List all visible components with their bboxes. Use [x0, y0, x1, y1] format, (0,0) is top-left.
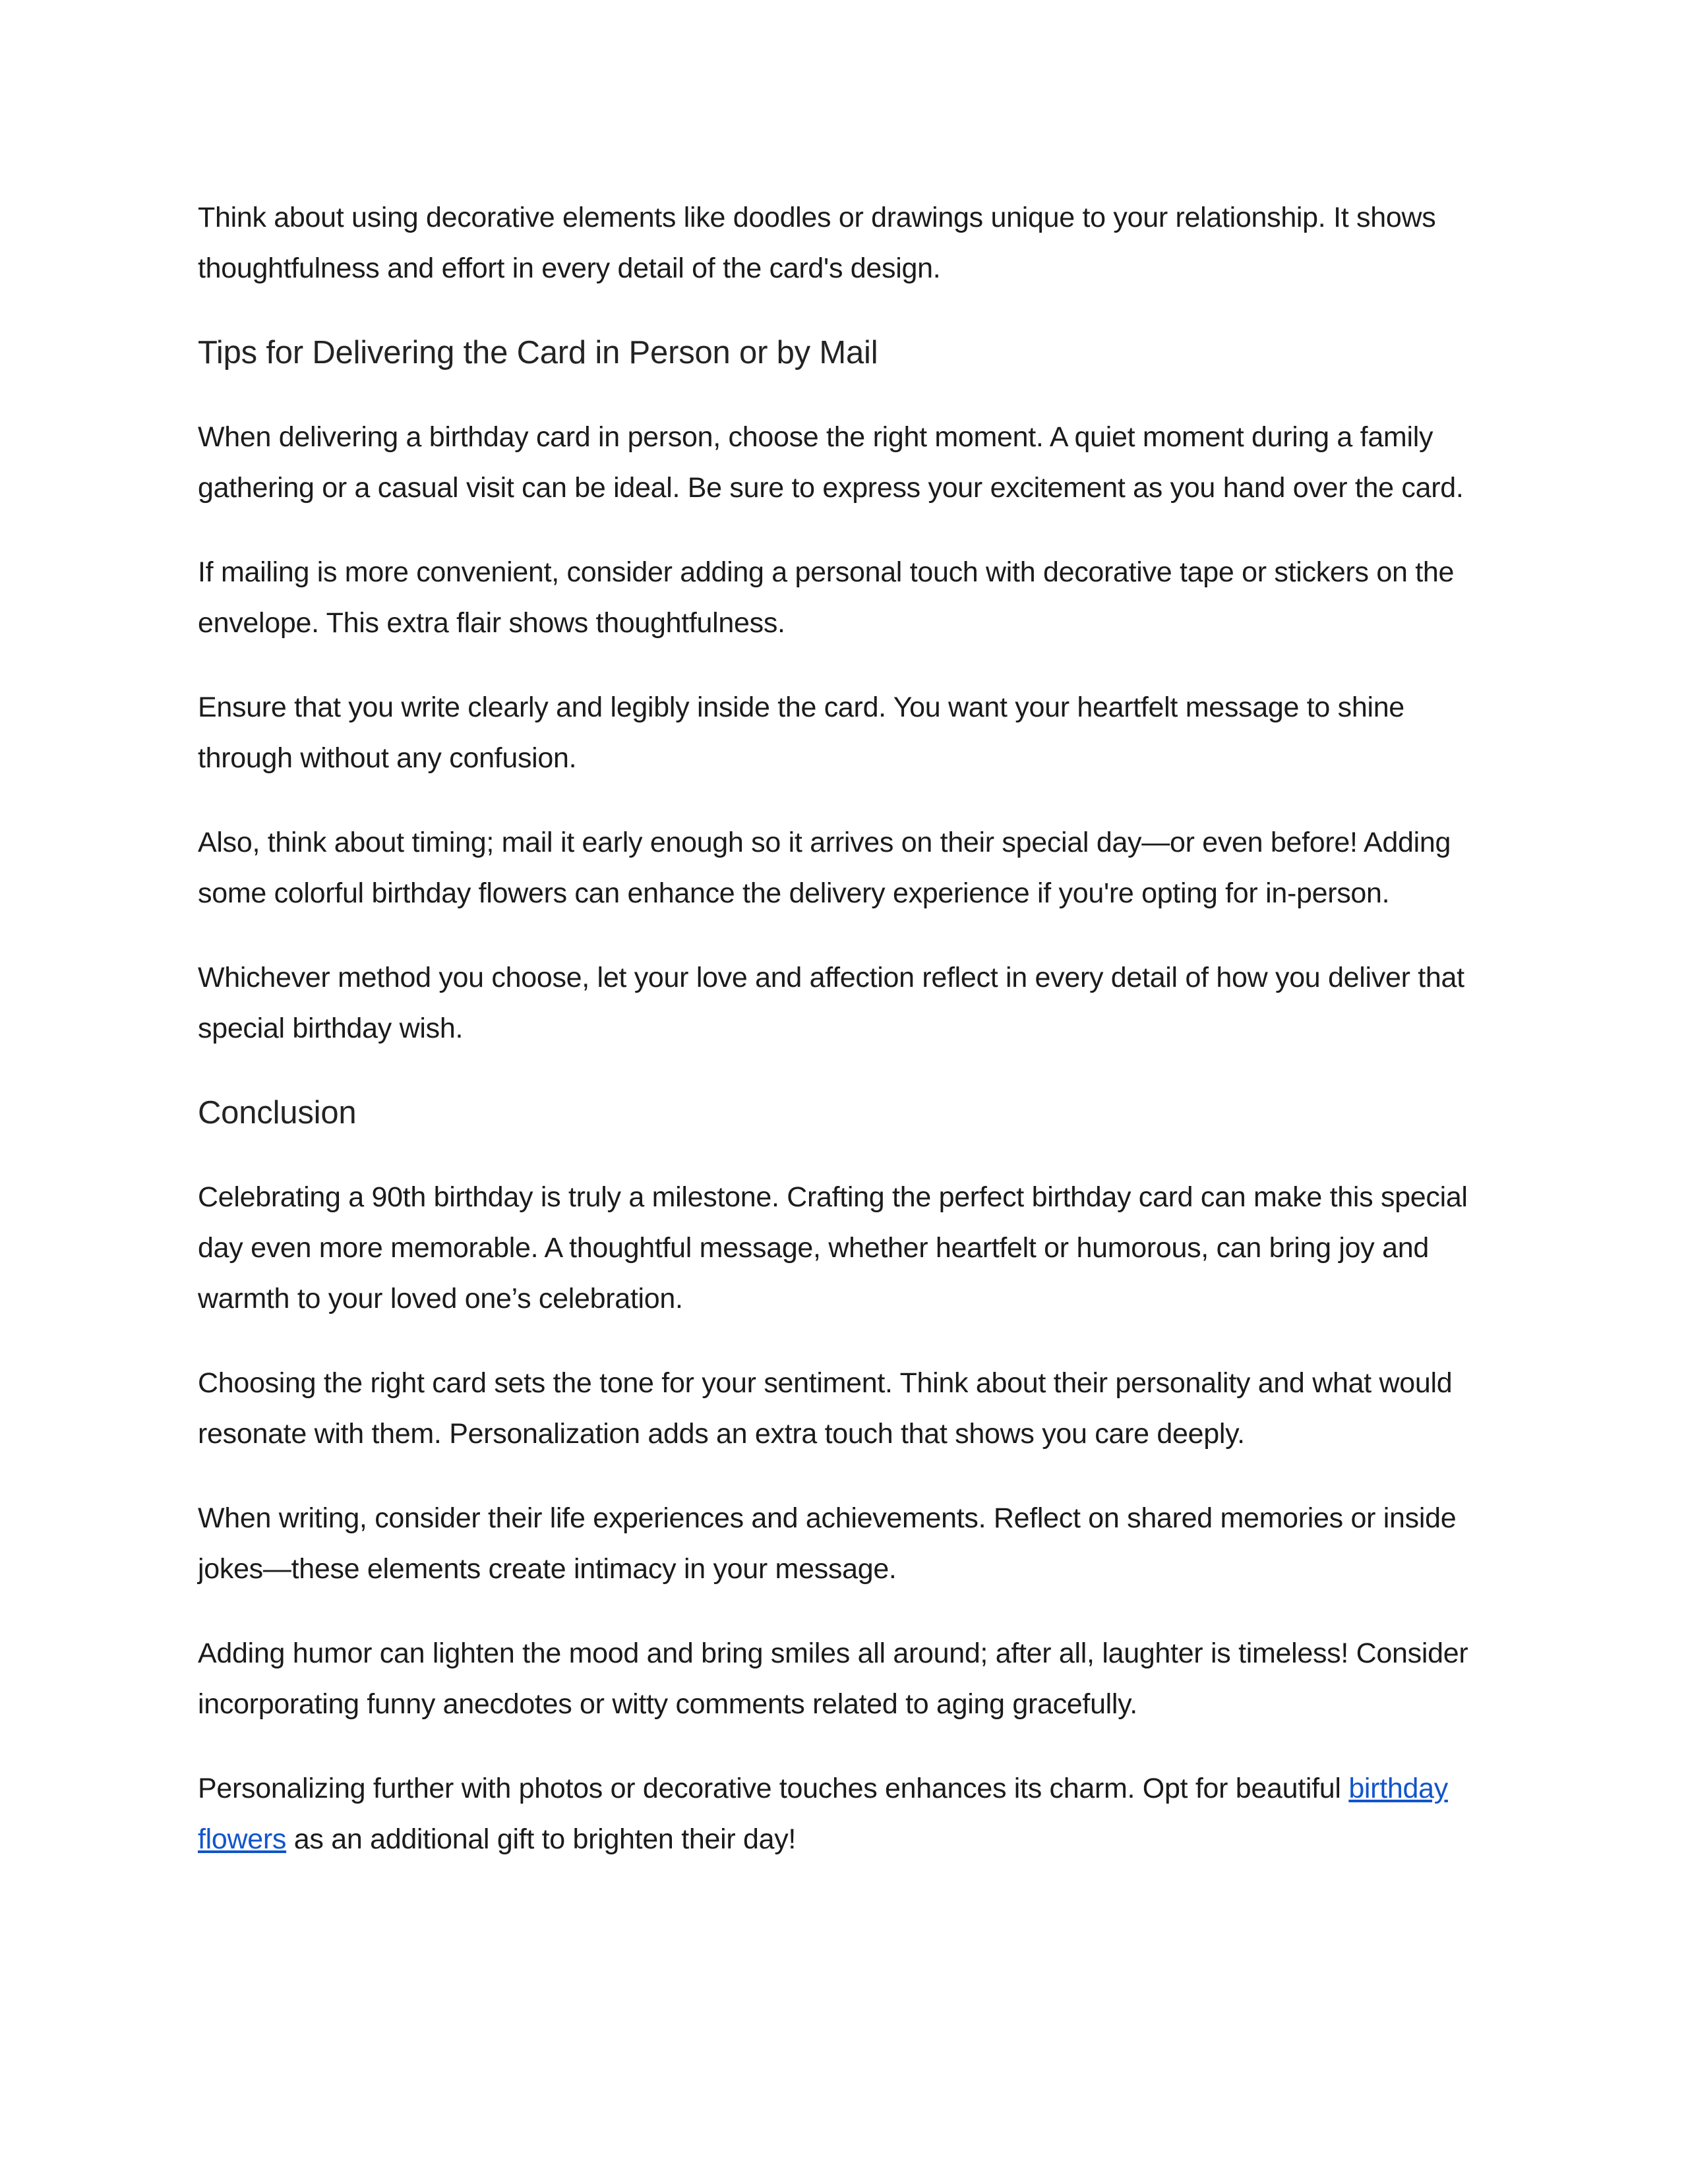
conclusion-heading: Conclusion — [198, 1095, 357, 1131]
delivery-paragraph-2: If mailing is more convenient, consider adding a personal touch with decorative tape or stickers on the envelope. This extra flair shows thoughtfulness. — [198, 556, 1455, 639]
delivery-paragraph-5: Whichever method you choose, let your love and affection reflect in every detail of how you deliver that special birthday wish. — [198, 962, 1464, 1044]
conclusion-paragraph-5 — [198, 1763, 1490, 1865]
conclusion-paragraph-5-after: as an additional gift to brighten their day! — [286, 1823, 797, 1855]
delivery-heading: Tips for Delivering the Card in Person or by Mail — [198, 335, 878, 370]
delivery-paragraph-3: Ensure that you write clearly and legibly inside the card. You want your heartfelt message to shine through without any confusion. — [198, 692, 1404, 774]
delivery-paragraph-1: When delivering a birthday card in person, choose the right moment. A quiet moment during a family gathering or a casual visit can be ideal. Be sure to express your excitement as you hand over the card. — [198, 421, 1464, 504]
birthday-flowers-link[interactable]: birthday flowers — [198, 1773, 1448, 1855]
delivery-paragraph-4: Also, think about timing; mail it early enough so it arrives on their special day—or even before! Adding some colorful birthday flowers can enhance the delivery experience if you're opting for in-person. — [198, 827, 1451, 909]
intro-paragraph: Think about using decorative elements like doodles or drawings unique to your relationship. It shows thoughtfulness and effort in every detail of the card's design. — [198, 202, 1436, 284]
conclusion-paragraph-5-before: Personalizing further with photos or decorative touches enhances its charm. Opt for beautiful — [198, 1773, 1349, 1804]
conclusion-paragraph-3: When writing, consider their life experiences and achievements. Reflect on shared memories or inside jokes—these elements create intimacy in your message. — [198, 1502, 1457, 1585]
conclusion-paragraph-4: Adding humor can lighten the mood and bring smiles all around; after all, laughter is timeless! Consider incorporating funny anecdotes or witty comments related to aging gracefully. — [198, 1638, 1468, 1720]
conclusion-paragraph-2: Choosing the right card sets the tone for your sentiment. Think about their personality and what would resonate with them. Personalization adds an extra touch that shows you care deeply. — [198, 1367, 1453, 1450]
document-page — [198, 192, 1490, 1899]
conclusion-paragraph-1: Celebrating a 90th birthday is truly a milestone. Crafting the perfect birthday card can make this special day even more memorable. A thoughtful message, whether heartfelt or humorous, can bring joy and warmth to your loved one’s celebration. — [198, 1181, 1468, 1314]
